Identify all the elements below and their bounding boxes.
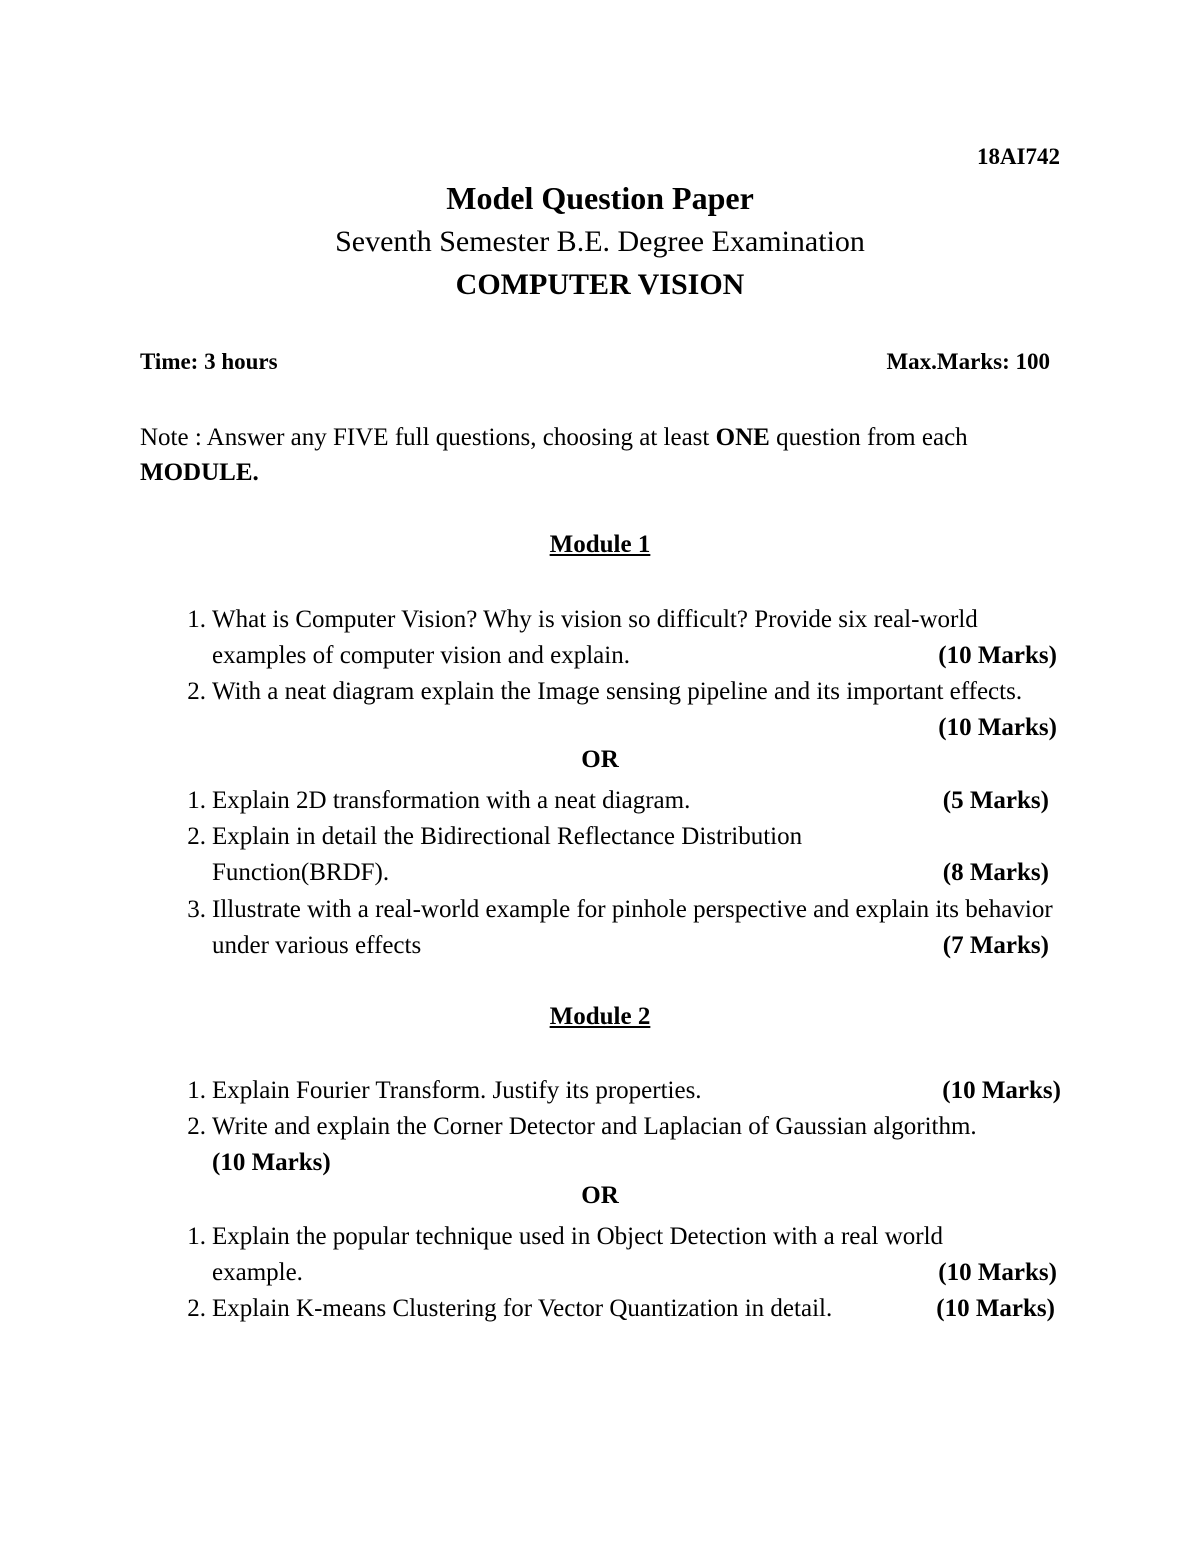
subject-code: 18AI742 — [976, 144, 1060, 169]
question-item — [170, 1109, 1065, 1176]
module-2-heading: Module 2 — [549, 1003, 651, 1030]
question-number: 2. — [187, 823, 206, 850]
subject-name: COMPUTER VISION — [455, 268, 745, 301]
question-number: 1. — [187, 1223, 206, 1250]
question-number: 1. — [187, 1077, 206, 1104]
question-marks: (10 Marks) — [936, 1295, 1055, 1322]
question-item — [170, 1291, 1065, 1327]
question-number: 2. — [187, 1113, 206, 1140]
time-duration: Time: 3 hours — [140, 349, 278, 374]
question-item — [170, 1073, 1065, 1109]
question-number: 1. — [187, 787, 206, 814]
max-marks: Max.Marks: 100 — [886, 349, 1050, 374]
note-one: ONE — [715, 424, 770, 451]
question-number: 2. — [187, 678, 206, 705]
question-number: 3. — [187, 896, 206, 923]
question-text: Illustrate with a real-world example for pinhole perspective and explain its behavior under various effects — [212, 896, 1053, 959]
question-number: 1. — [187, 606, 206, 633]
question-item — [170, 602, 1065, 674]
question-number: 2. — [187, 1295, 206, 1322]
question-marks: (10 Marks) — [938, 1259, 1057, 1286]
question-text: What is Computer Vision? Why is vision so difficult? Provide six real-world examples of computer vision and explain. — [212, 606, 978, 669]
paper-title: Model Question Paper — [446, 180, 754, 216]
exam-name: Seventh Semester B.E. Degree Examination — [335, 225, 865, 258]
module-1-heading: Module 1 — [549, 531, 651, 558]
question-text: Explain in detail the Bidirectional Reflectance Distribution Function(BRDF). — [212, 823, 803, 886]
question-text: Write and explain the Corner Detector and Laplacian of Gaussian algorithm. — [212, 1113, 977, 1140]
question-text: Explain 2D transformation with a neat diagram. — [212, 787, 691, 814]
question-marks: (10 Marks) — [212, 1149, 331, 1176]
question-text: Explain Fourier Transform. Justify its properties. — [212, 1077, 702, 1104]
question-item — [170, 1219, 1065, 1291]
question-marks: (10 Marks) — [938, 714, 1057, 741]
note-mid: question from each — [769, 424, 968, 451]
or-separator: OR — [581, 746, 619, 773]
question-marks: (8 Marks) — [942, 859, 1049, 886]
question-item — [170, 674, 1065, 741]
question-text: Explain the popular technique used in Object Detection with a real world example. — [212, 1223, 944, 1286]
question-item — [170, 892, 1065, 964]
question-marks: (10 Marks) — [938, 642, 1057, 669]
question-item — [170, 783, 1065, 819]
question-marks: (10 Marks) — [942, 1077, 1061, 1104]
or-separator: OR — [581, 1182, 619, 1209]
question-item — [170, 819, 1065, 891]
question-marks: (5 Marks) — [942, 787, 1049, 814]
question-text: Explain K-means Clustering for Vector Quantization in detail. — [212, 1295, 833, 1322]
question-text: With a neat diagram explain the Image sensing pipeline and its important effects. — [212, 678, 1023, 705]
question-marks: (7 Marks) — [942, 932, 1049, 959]
note-module: MODULE. — [140, 459, 259, 486]
instructions-note — [140, 420, 1075, 490]
note-prefix: Note : Answer any FIVE full questions, choosing at least — [140, 424, 716, 451]
